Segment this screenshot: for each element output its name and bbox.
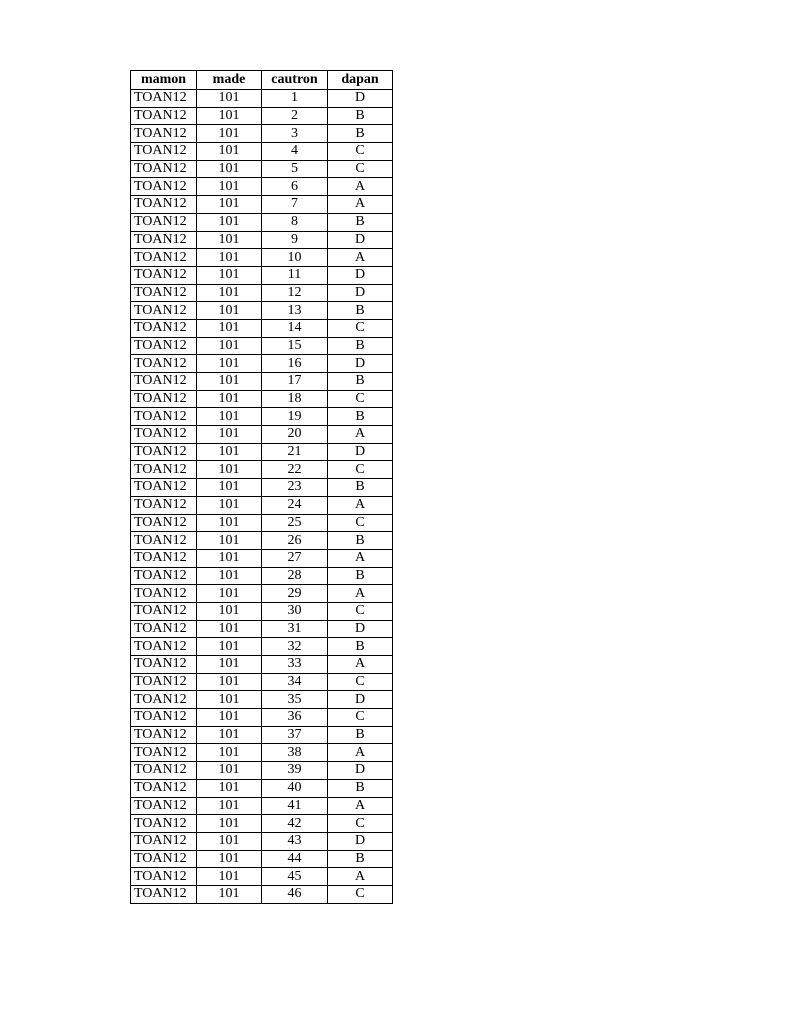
cell-made: 101: [197, 266, 262, 284]
cell-cautron: 23: [262, 479, 328, 497]
cell-made: 101: [197, 90, 262, 108]
cell-mamon: TOAN12: [131, 408, 197, 426]
cell-dapan: B: [328, 125, 393, 143]
cell-mamon: TOAN12: [131, 620, 197, 638]
cell-cautron: 37: [262, 726, 328, 744]
table-row: [131, 107, 393, 125]
cell-made: 101: [197, 302, 262, 320]
cell-mamon: TOAN12: [131, 638, 197, 656]
cell-made: 101: [197, 532, 262, 550]
cell-mamon: TOAN12: [131, 656, 197, 674]
table-row: [131, 638, 393, 656]
cell-made: 101: [197, 620, 262, 638]
cell-made: 101: [197, 656, 262, 674]
cell-cautron: 7: [262, 196, 328, 214]
cell-made: 101: [197, 709, 262, 727]
cell-dapan: A: [328, 868, 393, 886]
cell-mamon: TOAN12: [131, 832, 197, 850]
table-row: [131, 125, 393, 143]
cell-cautron: 19: [262, 408, 328, 426]
cell-cautron: 11: [262, 266, 328, 284]
header-mamon: mamon: [131, 71, 197, 90]
cell-made: 101: [197, 107, 262, 125]
cell-cautron: 10: [262, 249, 328, 267]
cell-made: 101: [197, 673, 262, 691]
cell-made: 101: [197, 638, 262, 656]
cell-dapan: C: [328, 319, 393, 337]
cell-made: 101: [197, 832, 262, 850]
cell-dapan: B: [328, 567, 393, 585]
cell-cautron: 28: [262, 567, 328, 585]
table-row: [131, 585, 393, 603]
table-row: [131, 549, 393, 567]
cell-mamon: TOAN12: [131, 885, 197, 903]
cell-made: 101: [197, 461, 262, 479]
table-row: [131, 514, 393, 532]
table-row: [131, 178, 393, 196]
table-row: [131, 90, 393, 108]
cell-cautron: 39: [262, 762, 328, 780]
cell-dapan: D: [328, 832, 393, 850]
cell-made: 101: [197, 355, 262, 373]
cell-made: 101: [197, 779, 262, 797]
cell-mamon: TOAN12: [131, 762, 197, 780]
table-row: [131, 832, 393, 850]
table-row: [131, 762, 393, 780]
table-row: [131, 160, 393, 178]
cell-dapan: B: [328, 479, 393, 497]
cell-cautron: 2: [262, 107, 328, 125]
cell-cautron: 40: [262, 779, 328, 797]
table-row: [131, 213, 393, 231]
cell-made: 101: [197, 125, 262, 143]
cell-made: 101: [197, 337, 262, 355]
cell-cautron: 43: [262, 832, 328, 850]
cell-cautron: 17: [262, 373, 328, 391]
cell-cautron: 5: [262, 160, 328, 178]
table-row: [131, 390, 393, 408]
cell-made: 101: [197, 514, 262, 532]
cell-made: 101: [197, 426, 262, 444]
cell-dapan: C: [328, 602, 393, 620]
cell-dapan: B: [328, 213, 393, 231]
cell-cautron: 30: [262, 602, 328, 620]
cell-dapan: B: [328, 337, 393, 355]
cell-mamon: TOAN12: [131, 355, 197, 373]
cell-made: 101: [197, 319, 262, 337]
cell-mamon: TOAN12: [131, 337, 197, 355]
cell-made: 101: [197, 549, 262, 567]
table-row: [131, 673, 393, 691]
cell-mamon: TOAN12: [131, 426, 197, 444]
cell-cautron: 46: [262, 885, 328, 903]
cell-mamon: TOAN12: [131, 107, 197, 125]
cell-cautron: 35: [262, 691, 328, 709]
cell-made: 101: [197, 567, 262, 585]
cell-made: 101: [197, 390, 262, 408]
cell-mamon: TOAN12: [131, 160, 197, 178]
cell-mamon: TOAN12: [131, 726, 197, 744]
table-row: [131, 266, 393, 284]
cell-mamon: TOAN12: [131, 691, 197, 709]
cell-mamon: TOAN12: [131, 709, 197, 727]
cell-cautron: 8: [262, 213, 328, 231]
cell-cautron: 1: [262, 90, 328, 108]
cell-made: 101: [197, 691, 262, 709]
cell-cautron: 12: [262, 284, 328, 302]
cell-made: 101: [197, 815, 262, 833]
cell-mamon: TOAN12: [131, 532, 197, 550]
cell-made: 101: [197, 178, 262, 196]
cell-dapan: C: [328, 514, 393, 532]
cell-cautron: 16: [262, 355, 328, 373]
cell-dapan: A: [328, 196, 393, 214]
table-row: [131, 815, 393, 833]
cell-made: 101: [197, 196, 262, 214]
cell-cautron: 25: [262, 514, 328, 532]
cell-made: 101: [197, 762, 262, 780]
cell-dapan: C: [328, 885, 393, 903]
cell-dapan: A: [328, 744, 393, 762]
cell-mamon: TOAN12: [131, 231, 197, 249]
table-row: [131, 319, 393, 337]
table-row: [131, 726, 393, 744]
cell-cautron: 15: [262, 337, 328, 355]
table-row: [131, 885, 393, 903]
cell-dapan: C: [328, 709, 393, 727]
cell-dapan: D: [328, 90, 393, 108]
cell-made: 101: [197, 249, 262, 267]
cell-mamon: TOAN12: [131, 125, 197, 143]
answer-key-table: [130, 70, 393, 904]
cell-dapan: C: [328, 160, 393, 178]
cell-made: 101: [197, 213, 262, 231]
table-row: [131, 620, 393, 638]
table-row: [131, 408, 393, 426]
cell-mamon: TOAN12: [131, 514, 197, 532]
cell-dapan: C: [328, 390, 393, 408]
cell-cautron: 32: [262, 638, 328, 656]
cell-mamon: TOAN12: [131, 868, 197, 886]
cell-mamon: TOAN12: [131, 143, 197, 161]
table-row: [131, 868, 393, 886]
cell-dapan: C: [328, 815, 393, 833]
cell-cautron: 24: [262, 496, 328, 514]
header-made: made: [197, 71, 262, 90]
cell-mamon: TOAN12: [131, 266, 197, 284]
cell-mamon: TOAN12: [131, 744, 197, 762]
cell-mamon: TOAN12: [131, 302, 197, 320]
cell-cautron: 4: [262, 143, 328, 161]
cell-mamon: TOAN12: [131, 249, 197, 267]
cell-mamon: TOAN12: [131, 479, 197, 497]
cell-dapan: B: [328, 373, 393, 391]
cell-dapan: C: [328, 461, 393, 479]
table-row: [131, 709, 393, 727]
cell-cautron: 42: [262, 815, 328, 833]
table-row: [131, 602, 393, 620]
cell-mamon: TOAN12: [131, 797, 197, 815]
cell-dapan: D: [328, 355, 393, 373]
cell-dapan: D: [328, 762, 393, 780]
cell-mamon: TOAN12: [131, 390, 197, 408]
cell-made: 101: [197, 143, 262, 161]
table-header: [131, 71, 393, 90]
cell-dapan: A: [328, 496, 393, 514]
cell-mamon: TOAN12: [131, 213, 197, 231]
cell-cautron: 9: [262, 231, 328, 249]
cell-mamon: TOAN12: [131, 496, 197, 514]
cell-dapan: A: [328, 249, 393, 267]
cell-mamon: TOAN12: [131, 90, 197, 108]
cell-cautron: 45: [262, 868, 328, 886]
cell-dapan: A: [328, 549, 393, 567]
table-row: [131, 656, 393, 674]
table-row: [131, 779, 393, 797]
cell-made: 101: [197, 744, 262, 762]
cell-dapan: A: [328, 797, 393, 815]
cell-cautron: 22: [262, 461, 328, 479]
table-row: [131, 567, 393, 585]
cell-dapan: D: [328, 284, 393, 302]
cell-dapan: B: [328, 302, 393, 320]
cell-mamon: TOAN12: [131, 567, 197, 585]
table-row: [131, 426, 393, 444]
cell-cautron: 20: [262, 426, 328, 444]
cell-dapan: A: [328, 426, 393, 444]
cell-cautron: 31: [262, 620, 328, 638]
header-cautron: cautron: [262, 71, 328, 90]
cell-mamon: TOAN12: [131, 549, 197, 567]
table-row: [131, 443, 393, 461]
cell-dapan: D: [328, 691, 393, 709]
table-row: [131, 744, 393, 762]
cell-mamon: TOAN12: [131, 196, 197, 214]
cell-mamon: TOAN12: [131, 319, 197, 337]
cell-cautron: 21: [262, 443, 328, 461]
table-row: [131, 143, 393, 161]
cell-cautron: 44: [262, 850, 328, 868]
cell-made: 101: [197, 868, 262, 886]
cell-dapan: B: [328, 107, 393, 125]
cell-made: 101: [197, 885, 262, 903]
table-row: [131, 461, 393, 479]
cell-dapan: C: [328, 673, 393, 691]
header-dapan: dapan: [328, 71, 393, 90]
cell-dapan: B: [328, 850, 393, 868]
table-row: [131, 196, 393, 214]
cell-mamon: TOAN12: [131, 373, 197, 391]
cell-mamon: TOAN12: [131, 779, 197, 797]
table-row: [131, 302, 393, 320]
cell-dapan: B: [328, 779, 393, 797]
cell-mamon: TOAN12: [131, 815, 197, 833]
table-row: [131, 249, 393, 267]
cell-dapan: D: [328, 231, 393, 249]
cell-made: 101: [197, 373, 262, 391]
cell-mamon: TOAN12: [131, 178, 197, 196]
table-body: [131, 90, 393, 904]
cell-dapan: B: [328, 638, 393, 656]
cell-dapan: B: [328, 532, 393, 550]
table-row: [131, 797, 393, 815]
table-row: [131, 373, 393, 391]
cell-mamon: TOAN12: [131, 602, 197, 620]
cell-cautron: 36: [262, 709, 328, 727]
cell-mamon: TOAN12: [131, 673, 197, 691]
table-row: [131, 479, 393, 497]
cell-made: 101: [197, 726, 262, 744]
cell-made: 101: [197, 284, 262, 302]
cell-cautron: 38: [262, 744, 328, 762]
cell-made: 101: [197, 479, 262, 497]
cell-cautron: 41: [262, 797, 328, 815]
cell-dapan: D: [328, 443, 393, 461]
cell-made: 101: [197, 850, 262, 868]
header-row: [131, 71, 393, 90]
table-row: [131, 532, 393, 550]
cell-dapan: A: [328, 178, 393, 196]
cell-mamon: TOAN12: [131, 585, 197, 603]
cell-mamon: TOAN12: [131, 850, 197, 868]
cell-made: 101: [197, 585, 262, 603]
cell-made: 101: [197, 797, 262, 815]
cell-dapan: C: [328, 143, 393, 161]
cell-dapan: D: [328, 620, 393, 638]
cell-cautron: 34: [262, 673, 328, 691]
cell-dapan: A: [328, 585, 393, 603]
cell-made: 101: [197, 602, 262, 620]
cell-cautron: 26: [262, 532, 328, 550]
cell-mamon: TOAN12: [131, 461, 197, 479]
cell-mamon: TOAN12: [131, 443, 197, 461]
table-row: [131, 496, 393, 514]
cell-made: 101: [197, 443, 262, 461]
cell-made: 101: [197, 231, 262, 249]
cell-cautron: 13: [262, 302, 328, 320]
cell-cautron: 29: [262, 585, 328, 603]
cell-cautron: 6: [262, 178, 328, 196]
cell-mamon: TOAN12: [131, 284, 197, 302]
cell-dapan: D: [328, 266, 393, 284]
cell-dapan: B: [328, 726, 393, 744]
cell-made: 101: [197, 408, 262, 426]
table-row: [131, 337, 393, 355]
cell-cautron: 3: [262, 125, 328, 143]
cell-dapan: A: [328, 656, 393, 674]
cell-made: 101: [197, 496, 262, 514]
cell-cautron: 27: [262, 549, 328, 567]
cell-dapan: B: [328, 408, 393, 426]
table-row: [131, 850, 393, 868]
cell-cautron: 33: [262, 656, 328, 674]
table-row: [131, 691, 393, 709]
cell-cautron: 14: [262, 319, 328, 337]
table-row: [131, 231, 393, 249]
table-row: [131, 355, 393, 373]
table-row: [131, 284, 393, 302]
cell-cautron: 18: [262, 390, 328, 408]
cell-made: 101: [197, 160, 262, 178]
